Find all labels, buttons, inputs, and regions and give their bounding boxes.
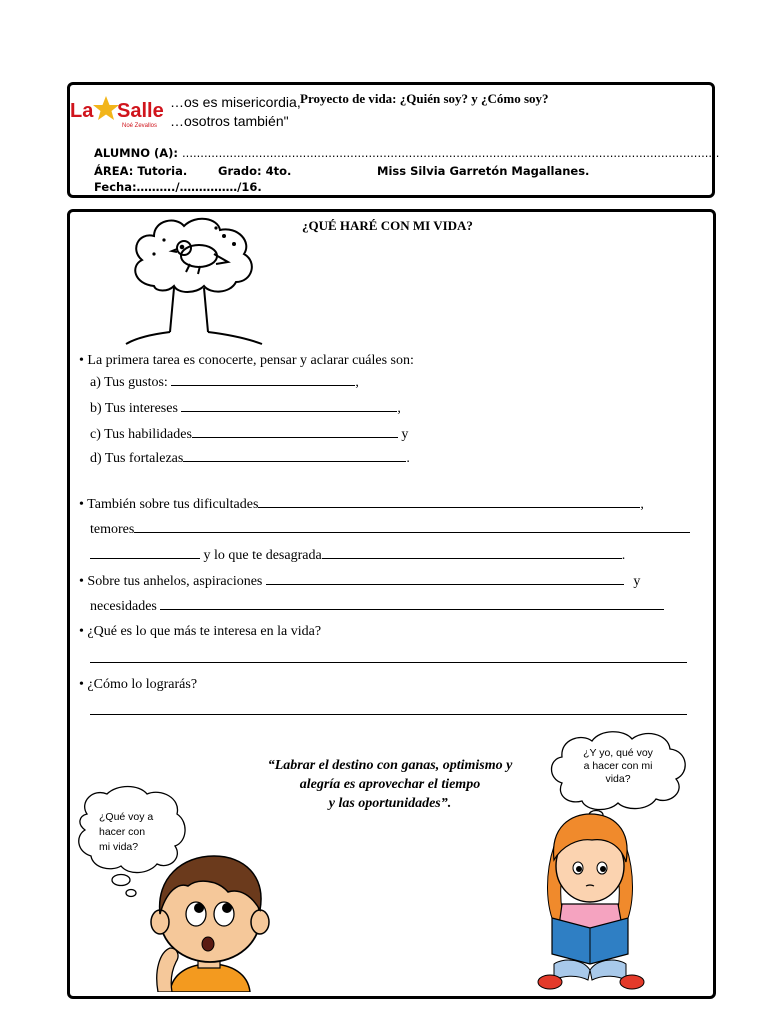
intro-bullet: [79, 353, 414, 369]
aspiraciones-answer-line[interactable]: [266, 572, 624, 585]
desagrada-row: y lo que te desagrada .: [90, 546, 625, 564]
bullet-icon: •: [79, 497, 84, 512]
item-label: a) Tus gustos:: [90, 375, 172, 390]
desagrada-label: y lo que te desagrada: [203, 548, 322, 563]
necesidades-row: [90, 597, 664, 615]
bullet-icon: •: [79, 677, 84, 692]
lograras-text: ¿Cómo lo lograrás?: [87, 677, 198, 692]
quote-line-1: “Labrar el destino con ganas, optimismo y: [267, 758, 513, 773]
date-label: Fecha:………./……………/16.: [94, 180, 262, 194]
student-label: ALUMNO (A):: [94, 146, 179, 160]
list-item: [90, 449, 410, 467]
grade-label: Grado: 4to.: [218, 164, 292, 178]
item-label: d) Tus fortalezas: [90, 451, 184, 466]
lograras-question: [79, 677, 197, 693]
svg-text:a hacer con mi: a hacer con mi: [583, 760, 653, 772]
intro-text: La primera tarea es conocerte, pensar y aclarar cuáles son:: [87, 353, 414, 368]
item-end: ,: [355, 375, 359, 390]
quote-line-3: y las oportunidades”.: [328, 796, 452, 811]
item-end: ,: [397, 401, 401, 416]
svg-text:vida?: vida?: [605, 773, 631, 785]
desagrada-answer-line[interactable]: [322, 546, 622, 559]
reading-girl-illustration: [532, 808, 650, 992]
svg-text:hacer con: hacer con: [99, 826, 146, 838]
y-connector: y: [633, 574, 641, 589]
anhelos-row: [79, 572, 640, 590]
school-logo: [70, 92, 170, 130]
temores-continuation-line[interactable]: [90, 546, 200, 559]
interesa-answer-line[interactable]: [90, 662, 687, 663]
dificultades-label: También sobre tus dificultades: [87, 497, 259, 512]
interesa-text: ¿Qué es lo que más te interesa en la vida?: [87, 624, 322, 639]
bullet-icon: •: [79, 353, 84, 368]
dificultades-row: • También sobre tus dificultades ,: [79, 497, 644, 512]
intereses-answer-line[interactable]: [181, 399, 397, 412]
motivational-quote: [230, 756, 550, 813]
project-title: Proyecto de vida: ¿Quién soy? y ¿Cómo soy?: [300, 91, 549, 106]
temores-label: temores: [90, 522, 135, 537]
student-name-row: [94, 146, 719, 160]
area-label: ÁREA: Tutoria.: [94, 164, 188, 178]
necesidades-label: necesidades: [90, 599, 161, 614]
svg-text:¿Y yo, qué voy: ¿Y yo, qué voy: [583, 747, 653, 759]
bullet-icon: •: [79, 574, 84, 589]
quote-line-2: alegría es aprovechar el tiempo: [299, 777, 481, 792]
necesidades-answer-line[interactable]: [160, 597, 664, 610]
item-label: c) Tus habilidades: [90, 427, 192, 442]
item-end: y: [397, 427, 409, 442]
item-label: b) Tus intereses: [90, 401, 182, 416]
lograras-answer-line[interactable]: [90, 714, 687, 715]
svg-text:Noé Zevallos: Noé Zevallos: [122, 123, 158, 129]
fortalezas-answer-line[interactable]: [183, 449, 406, 462]
interesa-question: [79, 624, 321, 640]
motto-line-1: …os es misericordia,: [170, 94, 301, 110]
thinking-boy-illustration: [148, 852, 273, 992]
list-item: [90, 425, 408, 443]
svg-text:Salle: Salle: [117, 100, 164, 122]
svg-text:La: La: [70, 100, 94, 122]
teacher-name: Miss Silvia Garretón Magallanes.: [377, 164, 590, 178]
habilidades-answer-line[interactable]: [192, 425, 398, 438]
logo-star-icon: [93, 96, 119, 120]
tree-bird-illustration: [124, 214, 266, 348]
item-end: .: [406, 451, 410, 466]
dificultades-answer-line[interactable]: [258, 495, 640, 508]
temores-row: [90, 520, 690, 538]
motto-line-2: …osotros también": [170, 113, 289, 129]
svg-text:¿Qué voy a: ¿Qué voy a: [99, 811, 154, 823]
svg-text:mi vida?: mi vida?: [99, 841, 139, 853]
gustos-answer-line[interactable]: [171, 373, 355, 386]
list-item: [90, 399, 401, 417]
student-name-dots: ...................................................................................................................................................: [182, 146, 720, 160]
list-item: [90, 373, 359, 391]
page-heading: ¿QUÉ HARÉ CON MI VIDA?: [302, 218, 473, 233]
temores-answer-line[interactable]: [134, 520, 690, 533]
bullet-icon: •: [79, 624, 84, 639]
anhelos-label: Sobre tus anhelos, aspiraciones: [87, 574, 266, 589]
